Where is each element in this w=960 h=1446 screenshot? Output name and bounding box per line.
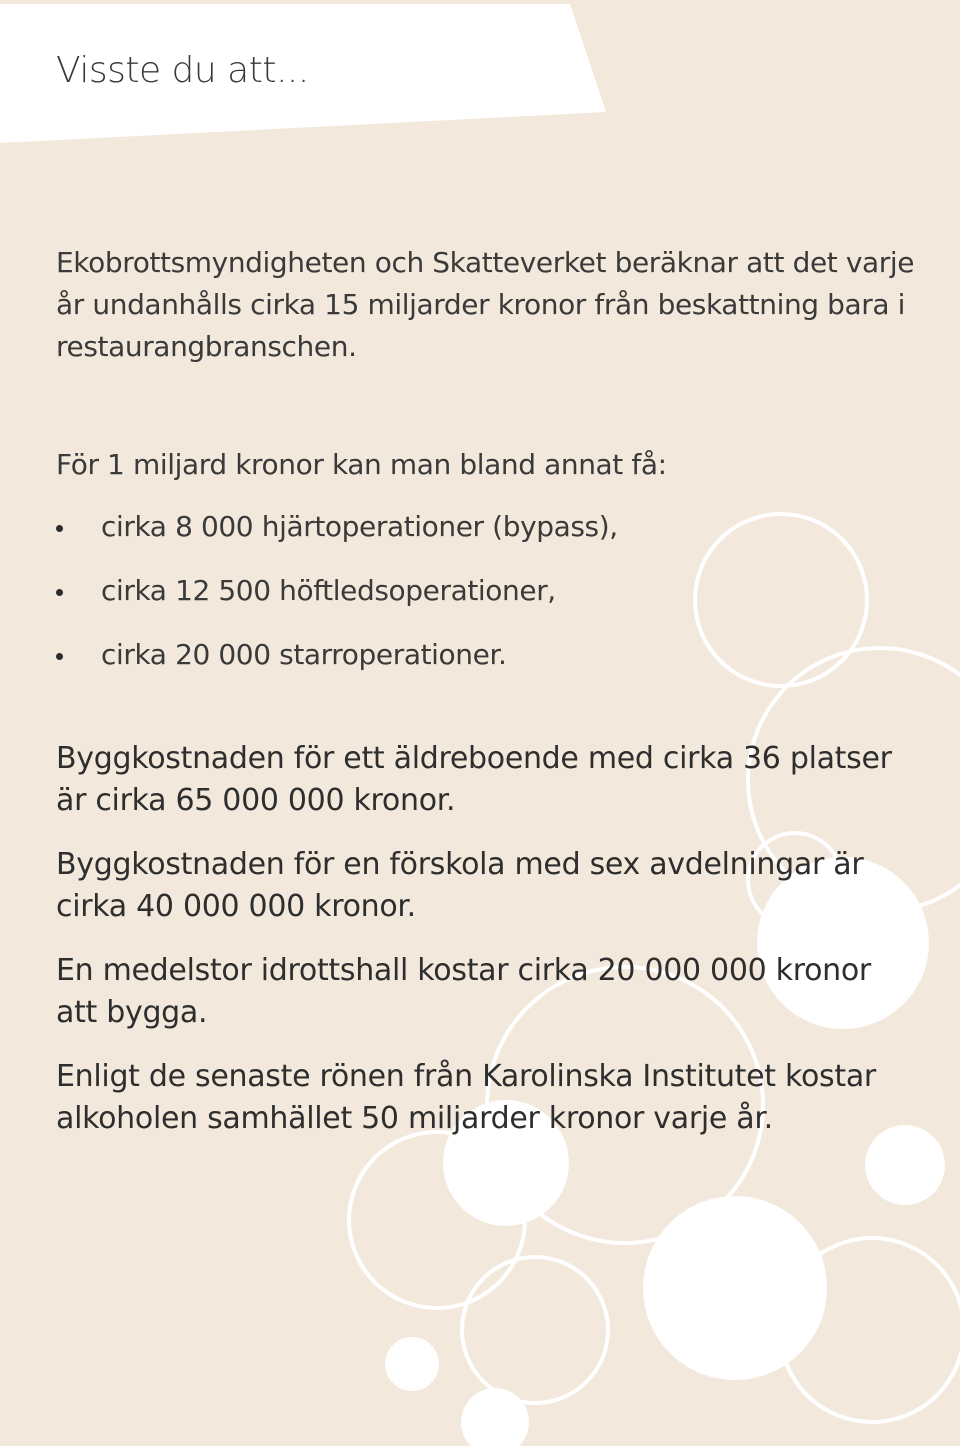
bullet-icon bbox=[56, 589, 63, 596]
lead-paragraph: För 1 miljard kronor kan man bland annat få: bbox=[56, 448, 667, 481]
bullet-text: cirka 8 000 hjärtoperationer (bypass), bbox=[101, 510, 618, 543]
fact-paragraph: Byggkostnaden för ett äldreboende med cirka 36 platser är cirka 65 000 000 kronor. bbox=[56, 741, 892, 818]
bullet-icon bbox=[56, 525, 63, 532]
intro-paragraph: Ekobrottsmyndigheten och Skatteverket beräknar att det varje år undanhålls cirka 15 miljarder kronor från beskattning bara i restaurangbranschen. bbox=[56, 246, 915, 363]
main-content bbox=[56, 242, 916, 1162]
fact-paragraph: Enligt de senaste rönen från Karolinska Institutet kostar alkoholen samhället 50 miljarder kronor varje år. bbox=[56, 1059, 876, 1136]
bullet-list bbox=[56, 506, 916, 676]
fact-paragraph: Byggkostnaden för en förskola med sex avdelningar är cirka 40 000 000 kronor. bbox=[56, 847, 864, 924]
circle-filled bbox=[461, 1388, 529, 1446]
list-item bbox=[56, 634, 916, 676]
fact-paragraph: En medelstor idrottshall kostar cirka 20 000 000 kronor att bygga. bbox=[56, 953, 871, 1030]
circle-outline bbox=[462, 1257, 608, 1403]
bullet-icon bbox=[56, 653, 63, 660]
bullet-text: cirka 12 500 höftledsoperationer, bbox=[101, 574, 556, 607]
list-item bbox=[56, 570, 916, 612]
list-item bbox=[56, 506, 916, 548]
circle-filled bbox=[643, 1196, 827, 1380]
circle-filled bbox=[385, 1337, 439, 1391]
bullet-text: cirka 20 000 starroperationer. bbox=[101, 638, 507, 671]
page-title: Visste du att... bbox=[56, 50, 309, 91]
